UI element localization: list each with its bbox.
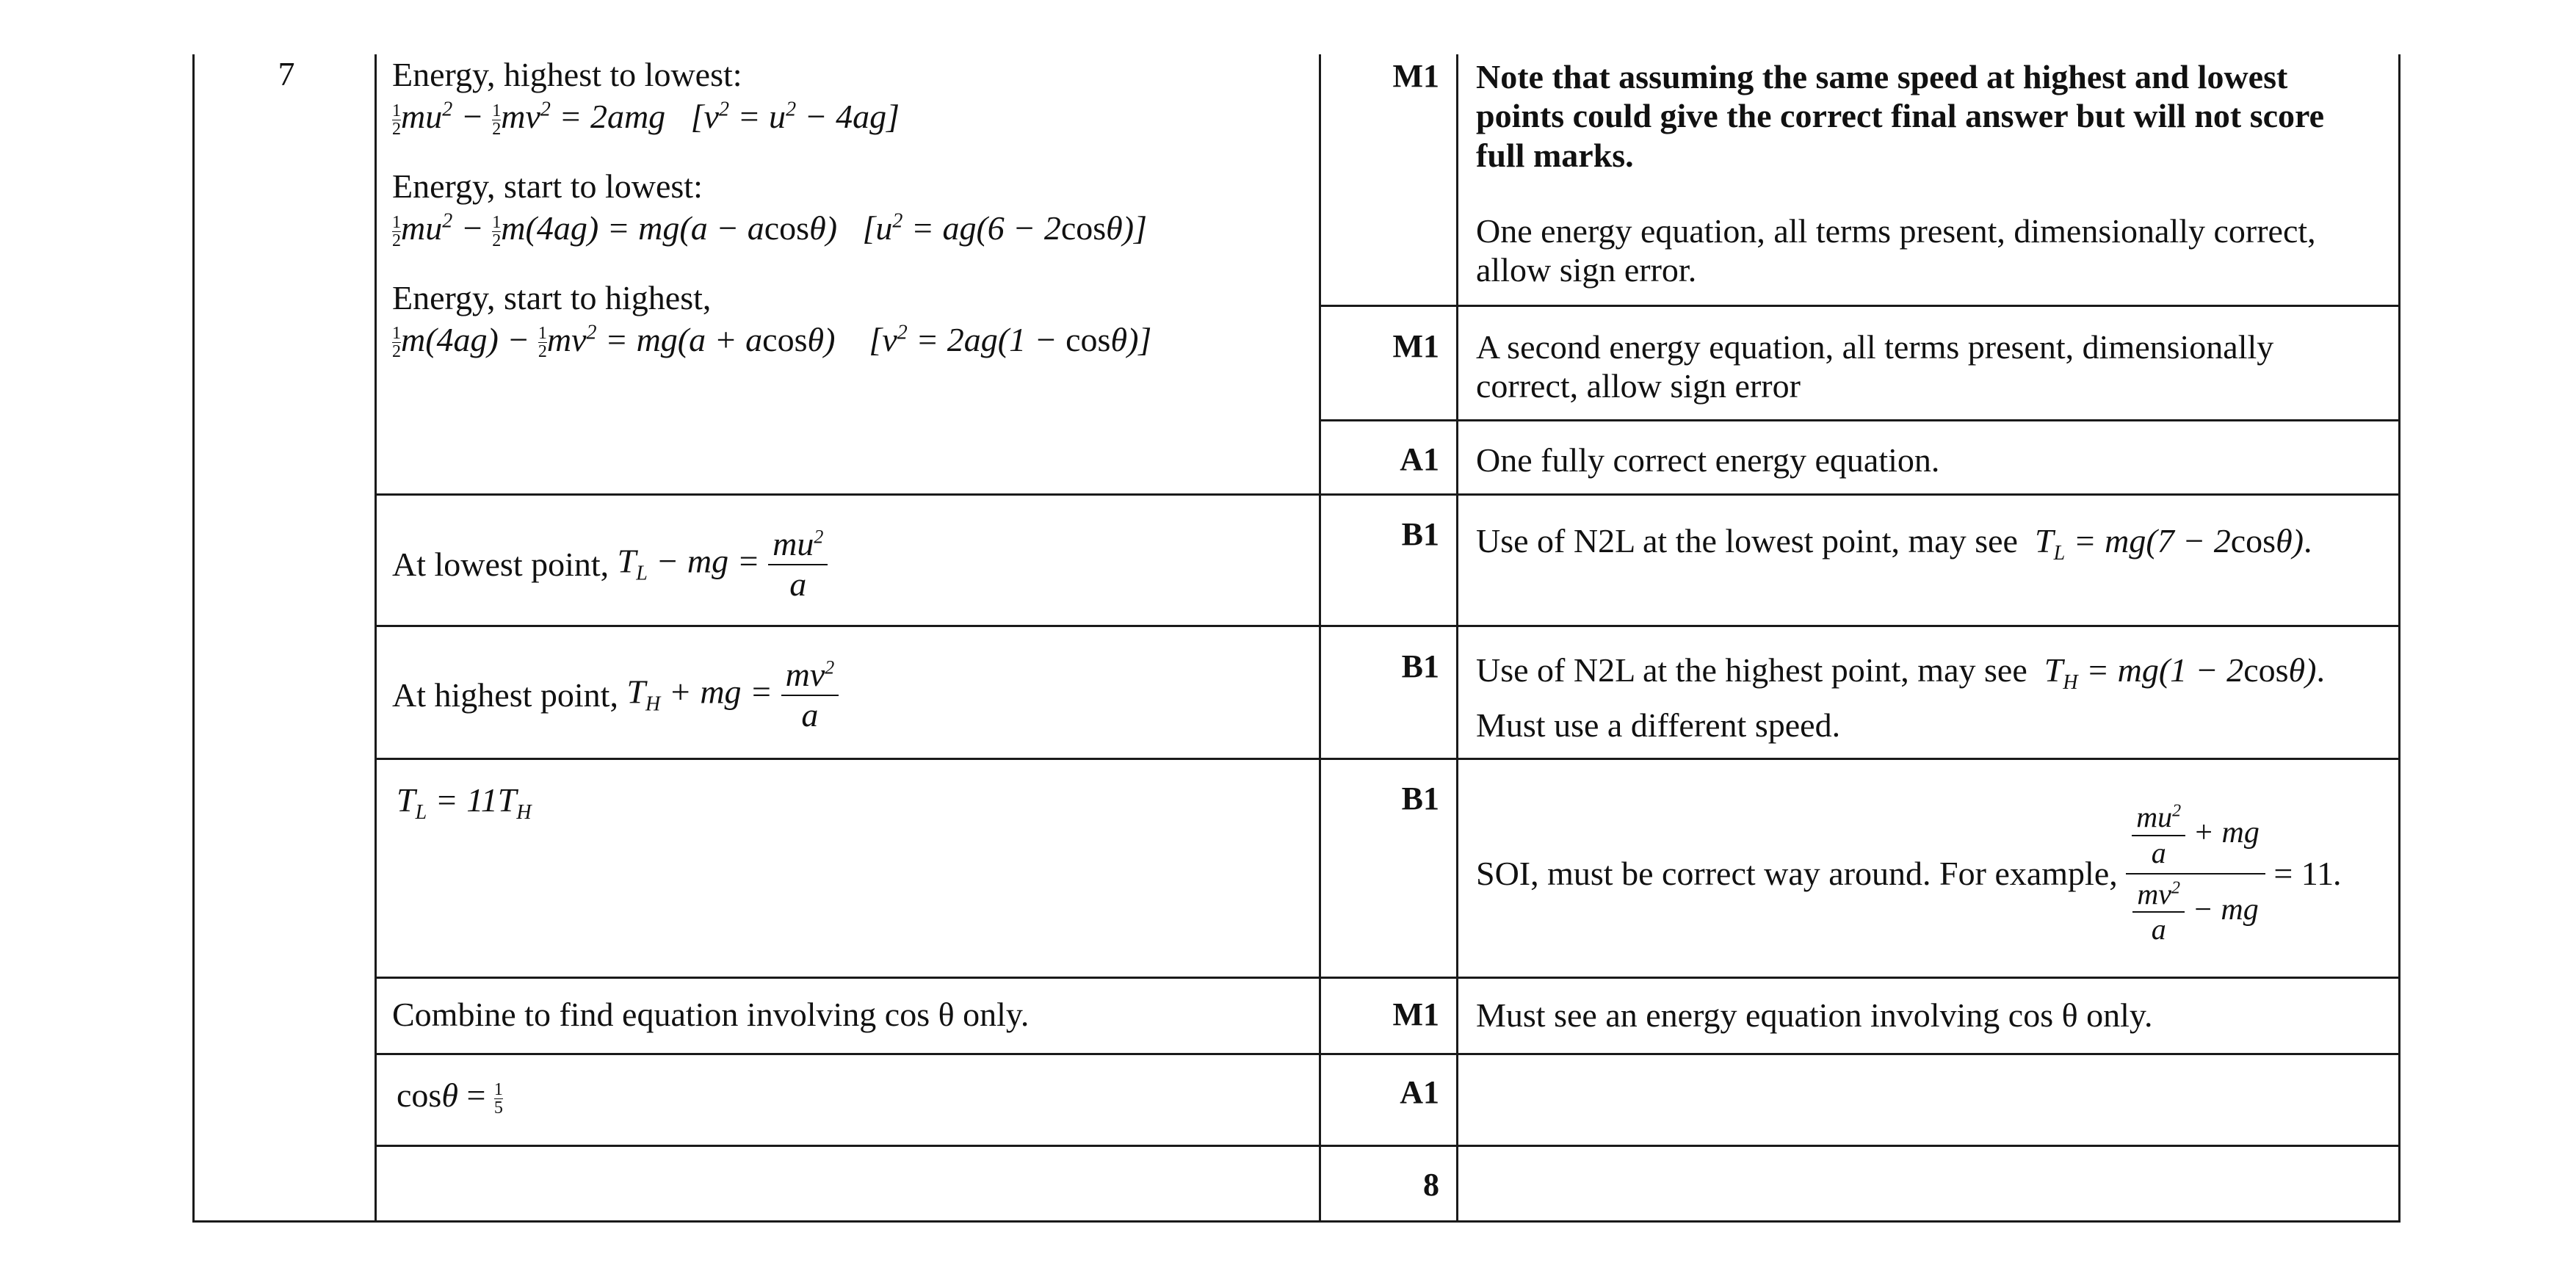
row-divider [1319, 305, 2400, 307]
mark-a1: A1 [1400, 441, 1439, 477]
working-energy-equations [392, 56, 1303, 361]
energy-equation-start-highest: $\frac{1}{2}$ m(4ag) − $\frac{1}{2}$ $mv^2 = mg(a + acos\theta)$ $[v^2 = 2ag(1 - \cos\theta)]$ [392, 320, 1152, 362]
working-label: At highest point, [392, 676, 618, 714]
working-label: Energy, start to highest, [392, 278, 712, 316]
total-marks: 8 [1423, 1167, 1439, 1203]
n2l-highest-equation: $T_H$ + mg = $\frac{mv^2}{a}$ [626, 656, 839, 735]
table-border-left [192, 54, 195, 1223]
note-energy-cos: Must see an energy equation involving cos θ only. [1476, 996, 2153, 1034]
working-lowest-point [392, 517, 1303, 612]
energy-equation-highest-lowest: $\frac{1}{2}$ $mu^2$ − $\frac{1}{2}$ $mv^2 = 2amg$ $[v^2 = u^2 - 4ag]$ [392, 97, 900, 139]
row-divider [1319, 1145, 2400, 1147]
table-border-right [2398, 54, 2400, 1223]
table-border-qnum [375, 54, 377, 1223]
row-divider [375, 1145, 1321, 1147]
working-combine: Combine to find equation involving cos θ only. [392, 996, 1030, 1033]
working-cos-result: cosθ = $\frac{1}{5}$ [397, 1076, 503, 1118]
table-border-working [1319, 54, 1321, 1223]
row-divider [1319, 625, 2400, 627]
mark-b1-lowest: B1 [1401, 516, 1439, 552]
n2l-lowest-equation: $T_L$ − mg = $\frac{mu^2}{a}$ [618, 525, 828, 604]
row-divider [375, 625, 1321, 627]
mark-b1-highest: B1 [1401, 648, 1439, 684]
note-different-speed: Must use a different speed. [1476, 706, 1841, 744]
mark-a1-final: A1 [1400, 1074, 1439, 1110]
row-divider [1319, 419, 2400, 421]
mark-m1: M1 [1392, 58, 1439, 94]
energy-equation-start-lowest: $\frac{1}{2}$ $mu^2$ − $\frac{1}{2}$ m(4ag) = mg(a − acosθ) $[u^2 = ag(6 - 2\cos\theta)]$ [392, 209, 1147, 250]
note-same-speed-warning: Note that assuming the same speed at highest and lowest points could give the correct final answer but will not score full marks. [1476, 58, 2325, 174]
mark-m1-combine: M1 [1392, 996, 1439, 1032]
table-border-marks [1456, 54, 1458, 1223]
row-divider [1319, 758, 2400, 760]
row-divider [1319, 493, 2400, 496]
note-correct-energy-equation: One fully correct energy equation. [1476, 441, 1940, 479]
table-border-bottom [192, 1220, 2400, 1223]
note-n2l-lowest: Use of N2L at the lowest point, may see $T_L = mg(7 - 2\cos\theta)$. [1476, 522, 2312, 565]
note-energy-equation: One energy equation, all terms present, dimensionally correct, allow sign error. [1476, 212, 2316, 289]
working-highest-point [392, 648, 1303, 743]
row-divider [1319, 1053, 2400, 1055]
note-n2l-highest: Use of N2L at the highest point, may see $T_H = mg(1 - 2\cos\theta)$. Must use a different speed. [1476, 651, 2379, 745]
row-divider [375, 493, 1321, 496]
note-second-energy-equation: A second energy equation, all terms present, dimensionally correct, allow sign error [1476, 328, 2274, 405]
mark-b1-ratio: B1 [1401, 781, 1439, 816]
mark-m1-second: M1 [1392, 328, 1439, 364]
working-label: Energy, start to lowest: [392, 167, 703, 205]
row-divider [1319, 977, 2400, 979]
row-divider [375, 977, 1321, 979]
row-divider [375, 1053, 1321, 1055]
working-tension-ratio: $T_L = 11T_H$ [397, 781, 532, 825]
row-divider [375, 758, 1321, 760]
working-label: Energy, highest to lowest: [392, 56, 742, 93]
working-label: At lowest point, [392, 545, 609, 583]
question-number: 7 [278, 55, 295, 93]
note-soi-correct-way: SOI, must be correct way around. For example, $\frac{mu^2}{a}$ + mg $\frac{mv^2}{a}$ − mg = 11 . [1476, 778, 2379, 969]
